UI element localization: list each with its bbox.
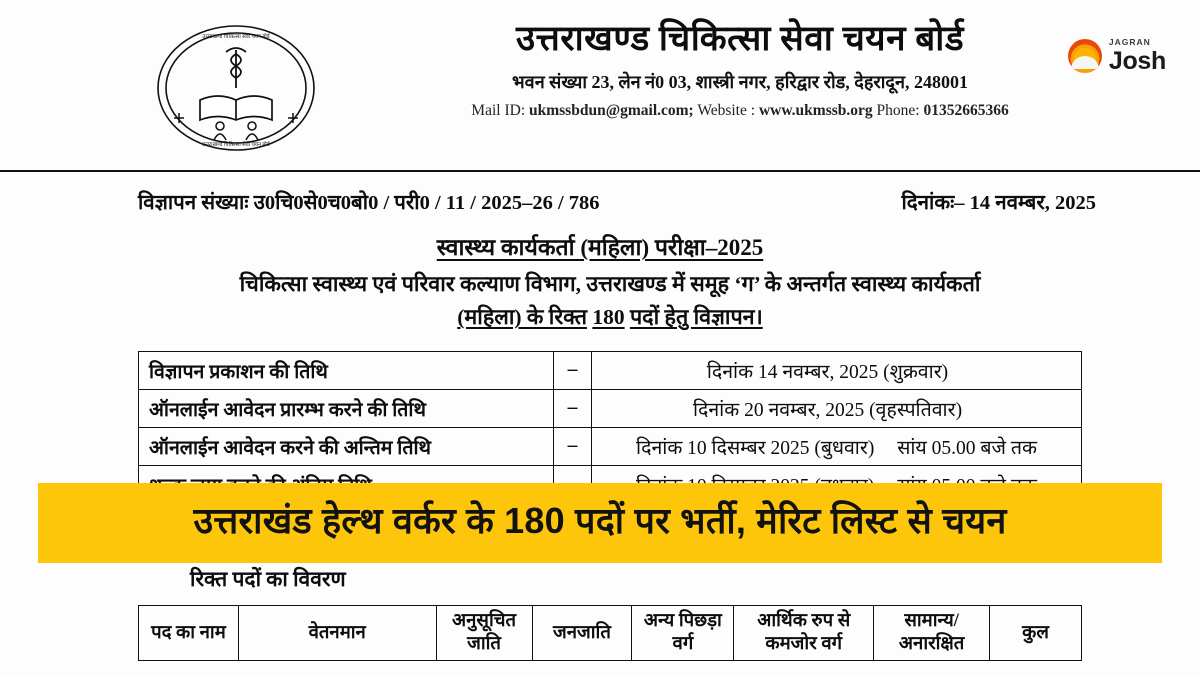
- ukmssb-emblem-logo-icon: [148, 22, 324, 154]
- date-value-note: सांय 05.00 बजे तक: [897, 437, 1037, 459]
- date-dash: –: [554, 351, 592, 389]
- organisation-contact: Mail ID: ukmssbdun@gmail.com; Website : www.ukmssb.org Phone: 01352665366: [471, 102, 1009, 119]
- column-header-st: जनजाति: [532, 606, 632, 661]
- organisation-title: उत्तराखण्ड चिकित्सा सेवा चयन बोर्ड: [515, 19, 965, 58]
- date-dash: –: [554, 427, 592, 465]
- notice-meta-row: [0, 172, 1200, 220]
- date-value-text: दिनांक 14 नवम्बर, 2025 (शुक्रवार): [706, 361, 949, 383]
- phone-value: 01352665366: [923, 102, 1009, 119]
- column-header-obc: अन्य पिछड़ा वर्ग: [632, 606, 734, 661]
- date-value-text: दिनांक 10 दिसम्बर 2025 (बुधवार): [636, 437, 875, 459]
- mail-label: Mail ID: [471, 102, 521, 119]
- organisation-block: [340, 18, 1140, 120]
- table-row: [139, 389, 1082, 427]
- svg-text:उत्तराखण्ड चिकित्सा सेवा चयन ब: उत्तराखण्ड चिकित्सा सेवा चयन बोर्ड: [202, 142, 270, 148]
- date-value-text: दिनांक 20 नवम्बर, 2025 (वृहस्पतिवार): [692, 399, 963, 421]
- table-header-row: [139, 606, 1082, 661]
- column-header-pay-scale: वेतनमान: [238, 606, 436, 661]
- date-value: [592, 389, 1082, 427]
- date-label: ऑनलाईन आवेदन प्रारम्भ करने की तिथि: [139, 389, 554, 427]
- column-header-ews: आर्थिक रुप से कमजोर वर्ग: [734, 606, 874, 661]
- vacancy-details-heading: रिक्त पदों का विवरण: [190, 567, 346, 591]
- phone-label: Phone:: [876, 102, 920, 119]
- table-row: [139, 351, 1082, 389]
- website-value: www.ukmssb.org: [758, 102, 873, 119]
- date-value: [592, 351, 1082, 389]
- jagran-josh-watermark: [1068, 38, 1166, 74]
- column-header-sc: अनुसूचित जाति: [436, 606, 532, 661]
- notice-date: दिनांकः– 14 नवम्बर, 2025: [901, 192, 1096, 214]
- important-dates-table: [138, 351, 1082, 504]
- exam-description-line1: चिकित्सा स्वास्थ्य एवं परिवार कल्याण विभाग, उत्तराखण्ड में समूह ‘ग’ के अन्तर्गत स्वास्थ्य कार्यकर्ता: [239, 272, 981, 296]
- brand-top-label: JAGRAN: [1108, 37, 1151, 47]
- date-dash: –: [554, 389, 592, 427]
- vacancy-details-table: [138, 605, 1082, 661]
- mail-value: ukmssbdun@gmail.com;: [529, 102, 694, 119]
- headline-banner: उत्तराखंड हेल्थ वर्कर के 180 पदों पर भर्ती, मेरिट लिस्ट से चयन: [38, 483, 1162, 563]
- column-header-post-name: पद का नाम: [139, 606, 239, 661]
- column-header-total: कुल: [990, 606, 1082, 661]
- exam-title: स्वास्थ्य कार्यकर्ता (महिला) परीक्षा–2025: [436, 235, 764, 260]
- exam-description-line2-post: पदों हेतु विज्ञापन।: [629, 305, 763, 330]
- exam-description-line2-pre: (महिला) के रिक्त: [457, 305, 587, 330]
- vacancy-count: 180: [592, 305, 625, 330]
- brand-bottom-label: Josh: [1108, 46, 1166, 75]
- table-row: [139, 427, 1082, 465]
- document-header: [0, 0, 1200, 172]
- date-label: ऑनलाईन आवेदन करने की अन्तिम तिथि: [139, 427, 554, 465]
- column-header-general: सामान्य/ अनारक्षित: [874, 606, 990, 661]
- svg-text:उत्तराखण्ड चिकित्सा सेवा चयन ब: उत्तराखण्ड चिकित्सा सेवा चयन बोर्ड: [202, 34, 270, 40]
- date-label: विज्ञापन प्रकाशन की तिथि: [139, 351, 554, 389]
- date-value: [592, 427, 1082, 465]
- exam-description: [0, 262, 1200, 335]
- advertisement-number: विज्ञापन संख्याः उ0चि0से0च0बो0 / परी0 / 11 / 2025–26 / 786: [138, 192, 600, 214]
- jagran-josh-sun-logo-icon: [1068, 39, 1102, 73]
- organisation-address: भवन संख्या 23, लेन नं0 03, शास्त्री नगर, हरिद्वार रोड, देहरादून, 248001: [512, 72, 968, 92]
- website-label: Website :: [697, 102, 756, 119]
